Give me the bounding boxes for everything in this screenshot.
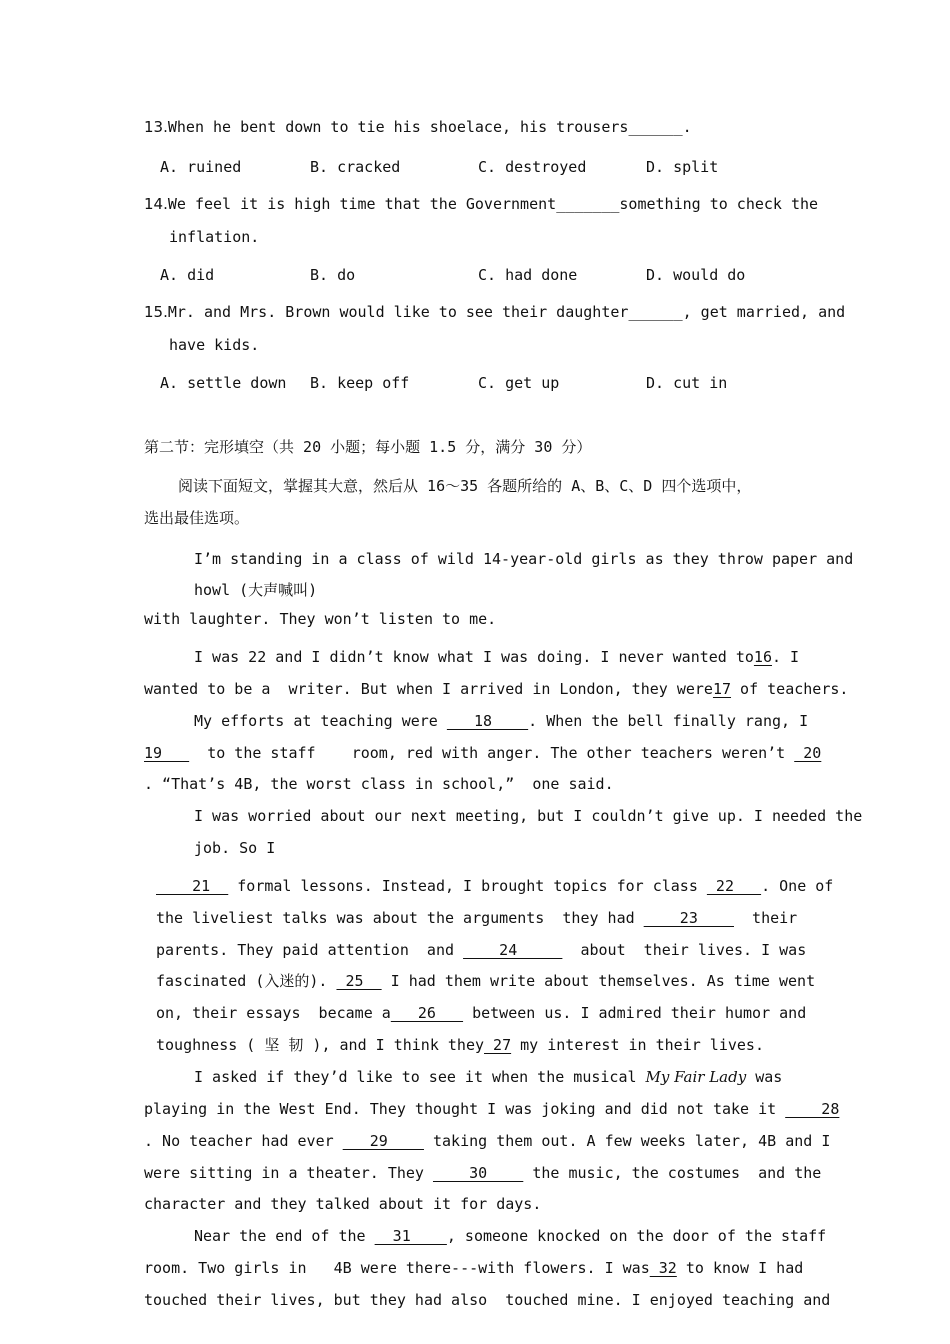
passage-text: . I xyxy=(771,648,800,666)
blank-20: 20 xyxy=(794,744,822,762)
question-stem-2: , get married, and xyxy=(682,303,846,321)
question-stem-continued: have kids. xyxy=(169,336,260,354)
blank-27: 27 xyxy=(484,1036,512,1054)
passage-line xyxy=(194,1070,782,1085)
musical-title: My Fair Lady xyxy=(645,1068,747,1086)
passage-text: Near the end of the xyxy=(194,1227,375,1245)
passage-text: I had them write about themselves. As time went xyxy=(381,972,816,990)
passage-line: job. So I xyxy=(194,839,276,857)
blank-26: 26 xyxy=(390,1004,464,1022)
option-a: A. did xyxy=(160,266,215,284)
question-stem: When he bent down to tie his shoelace, his trousers xyxy=(167,118,629,136)
passage-text: wanted to be a writer. But when I arrived in London, they were xyxy=(144,680,713,698)
answer-blank: ______ xyxy=(628,303,683,321)
passage-text: their xyxy=(733,909,798,927)
question-stem: Mr. and Mrs. Brown would like to see their daughter xyxy=(167,303,629,321)
passage-line: with laughter. They won’t listen to me. xyxy=(144,610,497,628)
passage-text: parents. They paid attention and xyxy=(156,941,464,959)
option-c: C. get up xyxy=(478,374,560,392)
passage-line: character and they talked about it for days. xyxy=(144,1195,542,1213)
passage-text: to know I had xyxy=(676,1259,804,1277)
blank-17: 17 xyxy=(712,680,732,698)
passage-text: I was 22 and I didn’t know what I was doing. I never wanted to xyxy=(194,648,754,666)
blank-21: 21 xyxy=(156,877,229,895)
passage-text: My efforts at teaching were xyxy=(194,712,447,730)
question-13 xyxy=(144,120,692,135)
passage-line xyxy=(156,911,797,926)
question-15 xyxy=(144,305,845,320)
question-stem-continued: inflation. xyxy=(169,228,260,246)
blank-25: 25 xyxy=(336,972,382,990)
section-heading: 第二节：完形填空（共 20 小题；每小题 1.5 分，满分 30 分） xyxy=(144,438,592,456)
blank-31: 31 xyxy=(374,1227,447,1245)
passage-line: I’m standing in a class of wild 14-year-old girls as they throw paper and xyxy=(194,550,854,568)
blank-16: 16 xyxy=(753,648,772,666)
option-a: A. settle down xyxy=(160,374,287,392)
passage-line xyxy=(194,650,799,665)
option-c: C. destroyed xyxy=(478,158,587,176)
passage-text: the liveliest talks was about the arguments they had xyxy=(156,909,644,927)
passage-text: between us. I admired their humor and xyxy=(463,1004,807,1022)
passage-line: . “That’s 4B, the worst class in school,” one said. xyxy=(144,775,614,793)
section-instruction-cont: 选出最佳选项。 xyxy=(144,509,250,527)
passage-line xyxy=(144,746,821,761)
passage-text: the music, the costumes and the xyxy=(523,1164,822,1182)
answer-blank: ______ xyxy=(628,118,683,136)
passage-line xyxy=(156,1038,764,1053)
passage-text: were sitting in a theater. They xyxy=(144,1164,433,1182)
option-d: D. would do xyxy=(646,266,746,284)
passage-line xyxy=(144,1102,839,1117)
passage-text: room. Two girls in 4B were there---with flowers. I was xyxy=(144,1259,650,1277)
option-b: B. do xyxy=(310,266,356,284)
question-number: 13. xyxy=(144,118,168,136)
passage-text: was xyxy=(746,1068,783,1086)
passage-text: of teachers. xyxy=(731,680,849,698)
passage-text: I asked if they’d like to see it when the musical xyxy=(194,1068,646,1086)
passage-text: , someone knocked on the door of the staff xyxy=(446,1227,827,1245)
passage-line: I was worried about our next meeting, but I couldn’t give up. I needed the xyxy=(194,807,863,825)
question-number: 15. xyxy=(144,303,168,321)
passage-line xyxy=(194,714,808,729)
option-b: B. keep off xyxy=(310,374,410,392)
option-d: D. split xyxy=(646,158,719,176)
passage-text: . No teacher had ever xyxy=(144,1132,343,1150)
question-stem-2: something to check the xyxy=(619,195,819,213)
blank-22: 22 xyxy=(706,877,762,895)
passage-line xyxy=(156,879,833,894)
blank-29: 29 xyxy=(342,1132,424,1150)
option-d: D. cut in xyxy=(646,374,728,392)
passage-line xyxy=(144,1166,821,1181)
passage-line xyxy=(144,1261,803,1276)
passage-text: formal lessons. Instead, I brought topics for class xyxy=(228,877,707,895)
passage-line xyxy=(156,974,815,989)
passage-text: fascinated (入迷的). xyxy=(156,972,337,990)
option-b: B. cracked xyxy=(310,158,401,176)
passage-line xyxy=(144,682,848,697)
option-c: C. had done xyxy=(478,266,578,284)
blank-28: 28 xyxy=(785,1100,840,1118)
blank-19: 19 xyxy=(144,744,190,762)
blank-32: 32 xyxy=(649,1259,677,1277)
question-14 xyxy=(144,197,818,212)
passage-line xyxy=(194,1229,826,1244)
answer-blank: _______ xyxy=(556,195,620,213)
passage-text: . One of xyxy=(761,877,834,895)
blank-30: 30 xyxy=(432,1164,524,1182)
passage-text: taking them out. A few weeks later, 4B and I xyxy=(423,1132,831,1150)
passage-text: about their lives. I was xyxy=(562,941,807,959)
section-instruction: 阅读下面短文，掌握其大意，然后从 16～35 各题所给的 A、B、C、D 四个选项中， xyxy=(178,477,752,495)
blank-18: 18 xyxy=(446,712,529,730)
passage-text: on, their essays became a xyxy=(156,1004,391,1022)
passage-text: playing in the West End. They thought I was joking and did not take it xyxy=(144,1100,786,1118)
blank-24: 24 xyxy=(463,941,563,959)
passage-text: to the staff room, red with anger. The other teachers weren’t xyxy=(189,744,795,762)
question-stem-end: . xyxy=(682,118,692,136)
passage-line xyxy=(156,1006,806,1021)
option-a: A. ruined xyxy=(160,158,242,176)
passage-line xyxy=(144,1134,830,1149)
passage-line: touched their lives, but they had also touched mine. I enjoyed teaching and xyxy=(144,1291,831,1309)
passage-line: howl (大声喊叫) xyxy=(194,581,318,599)
passage-text: . When the bell finally rang, I xyxy=(528,712,809,730)
question-number: 14. xyxy=(144,195,168,213)
blank-23: 23 xyxy=(643,909,734,927)
question-stem: We feel it is high time that the Government xyxy=(167,195,557,213)
passage-text: my interest in their lives. xyxy=(511,1036,764,1054)
passage-text: toughness ( 坚 韧 ), and I think they xyxy=(156,1036,485,1054)
passage-line xyxy=(156,943,806,958)
